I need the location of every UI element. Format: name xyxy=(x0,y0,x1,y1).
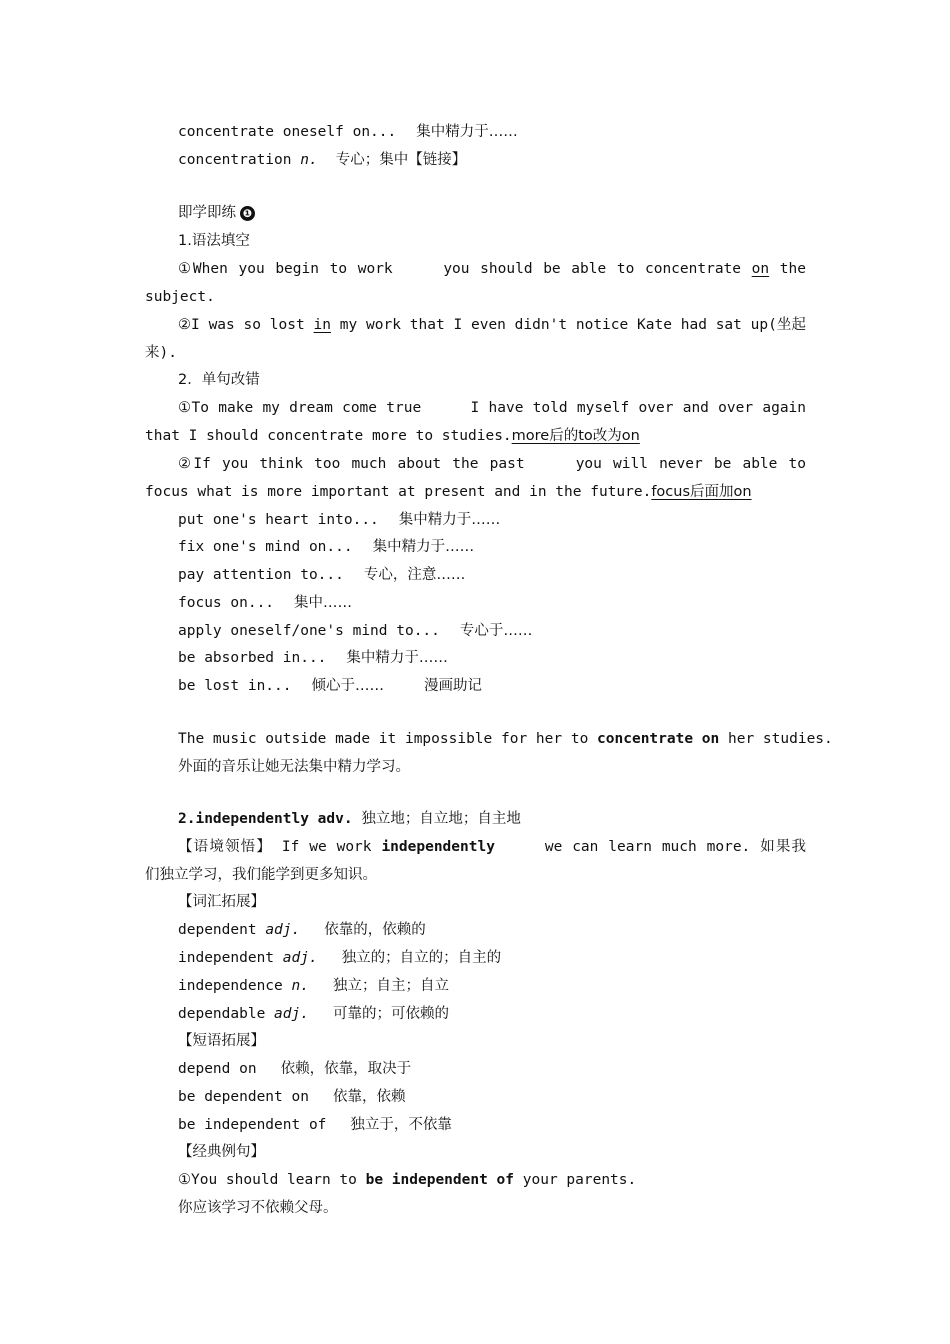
phrase-cn: 集中…… xyxy=(294,595,353,611)
question-text: ②I was so lost xyxy=(178,317,305,333)
vocab-en: dependent xyxy=(178,922,257,938)
phrase-en: fix one's mind on... xyxy=(178,539,353,555)
comic-note: 漫画助记 xyxy=(424,678,482,694)
question-text: I have told myself over and over again xyxy=(470,400,807,416)
phrase-line xyxy=(178,593,352,613)
word-line xyxy=(178,150,466,170)
section-label: 【词汇拓展】 xyxy=(178,894,265,910)
phrase-en: be independent of xyxy=(178,1117,327,1133)
example-text: her studies. xyxy=(728,731,833,747)
context-line xyxy=(178,837,806,857)
part-of-speech: adj. xyxy=(274,1006,309,1022)
question-line xyxy=(145,426,640,446)
phrase-line xyxy=(178,1087,405,1107)
word-en: concentration xyxy=(178,152,292,168)
example-line xyxy=(178,1170,636,1190)
phrase-cn: 独立于，不依靠 xyxy=(350,1117,452,1133)
question-text: ②If you think too much about the past xyxy=(178,456,525,472)
phrase-cn: 依赖，依靠，取决于 xyxy=(280,1061,412,1077)
phrase-en: be lost in... xyxy=(178,678,292,694)
vocab-line xyxy=(178,920,426,940)
phrase-line xyxy=(178,122,518,142)
phrase-line xyxy=(178,1115,452,1135)
phrase-line xyxy=(178,676,482,696)
question-line xyxy=(178,259,806,279)
phrase-cn: 依靠，依赖 xyxy=(332,1089,406,1105)
phrase-en: depend on xyxy=(178,1061,257,1077)
phrase-en: be dependent on xyxy=(178,1089,309,1105)
phrase-en: be absorbed in... xyxy=(178,650,327,666)
context-text: If we work xyxy=(281,839,372,855)
section-label: 【短语拓展】 xyxy=(178,1033,265,1049)
word-heading xyxy=(178,809,521,829)
phrase-cn: 集中精力于…… xyxy=(372,539,475,555)
word-title: 2.independently adv. xyxy=(178,811,353,827)
answer: focus后面加on xyxy=(651,484,752,500)
practice-title: 即学即练 xyxy=(178,205,236,221)
example-text: The music outside made it impossible for her to xyxy=(178,731,589,747)
answer: on xyxy=(751,261,770,277)
phrase-cn: 集中精力于…… xyxy=(346,650,448,666)
part-of-speech: n. xyxy=(291,978,309,994)
phrase-en: focus on... xyxy=(178,595,275,611)
phrase-cn: 专心于…… xyxy=(459,623,533,639)
context-text: we can learn much more. xyxy=(544,839,751,855)
part-of-speech: adj. xyxy=(282,950,318,966)
question-text: ①To make my dream come true xyxy=(178,400,422,416)
question-text: my work that I even didn't notice Kate had sat up(坐起 xyxy=(339,317,806,333)
vocab-en: independence xyxy=(178,978,283,994)
phrase-line xyxy=(178,510,500,530)
word-cn: 专心；集中【链接】 xyxy=(335,152,467,168)
phrase-line xyxy=(178,565,465,585)
exercise-title: 1.语法填空 xyxy=(178,233,250,249)
question-text: focus what is more important at present and in the future. xyxy=(145,484,652,500)
question-text: ①When you begin to work xyxy=(178,261,393,277)
question-text: you will never be able to xyxy=(575,456,806,472)
question-text: that I should concentrate more to studies. xyxy=(145,428,512,444)
phrase-line xyxy=(178,621,532,641)
example-text: your parents. xyxy=(522,1172,637,1188)
phrase-cn: 专心，注意…… xyxy=(363,567,466,583)
word-cn: 独立地；自立地；自主地 xyxy=(361,811,521,827)
part-of-speech: n. xyxy=(300,152,318,168)
example-text: ①You should learn to xyxy=(178,1172,357,1188)
vocab-en: independent xyxy=(178,950,275,966)
context-cn: 如果我 xyxy=(760,839,807,855)
question-text: 来). xyxy=(145,345,177,361)
phrase-en: pay attention to... xyxy=(178,567,344,583)
vocab-line xyxy=(178,1004,449,1024)
question-text: you should be able to concentrate xyxy=(443,261,742,277)
question-line xyxy=(178,454,806,474)
phrase-en: concentrate oneself on... xyxy=(178,124,397,140)
section-label: 【经典例句】 xyxy=(178,1144,265,1160)
key-phrase: be independent of xyxy=(365,1172,515,1188)
practice-heading xyxy=(178,203,255,223)
vocab-en: dependable xyxy=(178,1006,266,1022)
question-line xyxy=(145,482,752,502)
question-text: the xyxy=(779,261,806,277)
phrase-cn: 集中精力于…… xyxy=(416,124,518,140)
phrase-cn: 倾心于…… xyxy=(311,678,384,694)
answer: in xyxy=(313,317,331,333)
vocab-cn: 独立；自主；自立 xyxy=(332,978,449,994)
part-of-speech: adj. xyxy=(265,922,301,938)
phrase-line xyxy=(178,537,474,557)
phrase-cn: 集中精力于…… xyxy=(398,512,501,528)
example-line xyxy=(178,729,833,749)
number-badge-icon: ❶ xyxy=(240,206,255,221)
exercise-title: 2．单句改错 xyxy=(178,372,260,388)
vocab-line xyxy=(178,976,449,996)
phrase-line xyxy=(178,1059,411,1079)
vocab-line xyxy=(178,948,501,968)
section-label: 【语境领悟】 xyxy=(178,839,272,855)
phrase-en: put one's heart into... xyxy=(178,512,379,528)
key-phrase: independently xyxy=(381,839,495,855)
answer: more后的to改为on xyxy=(511,428,640,444)
phrase-en: apply oneself/one's mind to... xyxy=(178,623,440,639)
vocab-cn: 依靠的，依赖的 xyxy=(324,922,426,938)
vocab-cn: 独立的；自立的；自主的 xyxy=(341,950,502,966)
example-translation: 你应该学习不依赖父母。 xyxy=(178,1200,338,1216)
key-phrase: concentrate on xyxy=(597,731,720,747)
vocab-cn: 可靠的；可依赖的 xyxy=(332,1006,449,1022)
question-line xyxy=(178,398,806,418)
context-cn: 们独立学习，我们能学到更多知识。 xyxy=(145,867,377,883)
question-line xyxy=(178,315,806,335)
question-text: subject. xyxy=(145,289,215,305)
example-translation: 外面的音乐让她无法集中精力学习。 xyxy=(178,759,410,775)
phrase-line xyxy=(178,648,448,668)
